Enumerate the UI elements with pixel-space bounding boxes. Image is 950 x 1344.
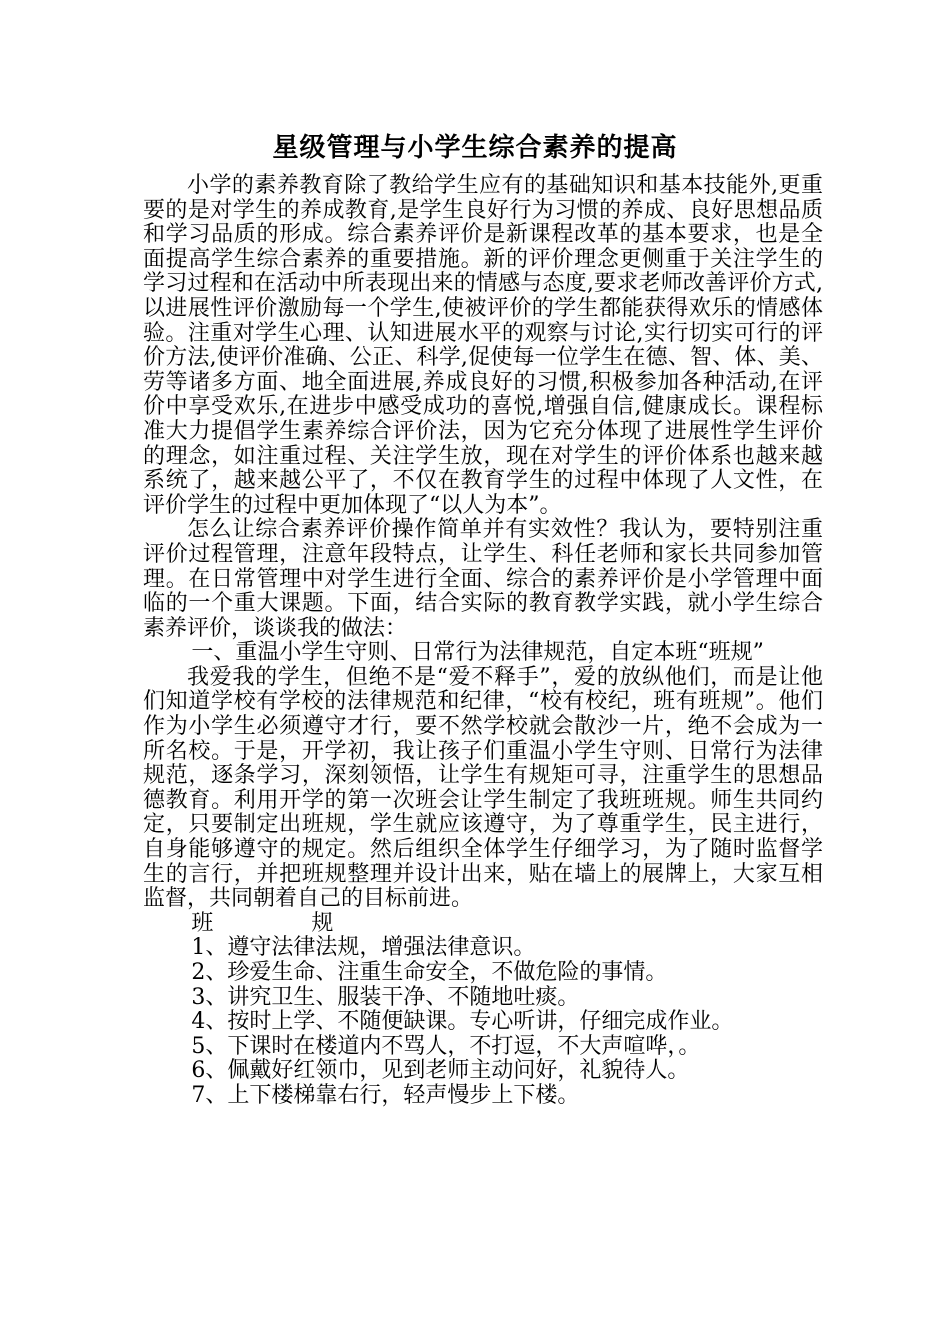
rule-item: 6、佩戴好红领巾，见到老师主动问好，礼貌待人。	[191, 1058, 690, 1084]
rule-item: 7、上下楼梯靠右行，轻声慢步上下楼。	[191, 1082, 580, 1108]
document-title: 星级管理与小学生综合素养的提高	[272, 133, 678, 163]
rule-item: 2、珍爱生命、注重生命安全，不做危险的事情。	[191, 960, 668, 985]
rules-title-right: 规	[311, 910, 334, 936]
rule-item: 5、下课时在楼道内不骂人，不打逗，不大声喧哗，。	[191, 1033, 701, 1059]
rules-title	[143, 912, 823, 937]
paragraph-question: 怎么让综合素养评价操作简单并有实效性？我认为，要特别注重评价过程管理，注意年段特点，让学生、科任老师和家长共同参加管理。在日常管理中对学生进行全面、综合的素养评价是小学管理中面临的一个重大课题。下面，结合实际的教育教学实践，就小学生综合素养评价，谈谈我的做法：	[143, 517, 823, 641]
rules-title-left: 班	[191, 910, 214, 936]
document-body	[143, 174, 823, 1109]
rule-item: 3、讲究卫生、服装干净、不随地吐痰。	[191, 984, 580, 1010]
section-heading-one: 一、重温小学生守则、日常行为法律规范，自定本班“班规”	[191, 640, 764, 666]
paragraph-class-rules: 我爱我的学生，但绝不是“爱不释手”，爱的放纵他们，而是让他们知道学校有学校的法律规范和纪律，“校有校纪，班有班规”。他们作为小学生必须遵守才行，要不然学校就会散沙一片，绝不会成为一所名校。于是，开学初，我让孩子们重温小学生守则、日常行为法律规范，逐条学习，深刻领悟，让学生有规矩可寻，注重学生的思想品德教育。利用开学的第一次班会让学生制定了我班班规。师生共同约定，只要制定出班规，学生就应该遵守，为了尊重学生，民主进行，自身能够遵守的规定。然后组织全体学生仔细学习，为了随时监督学生的言行，并把班规整理并设计出来，贴在墙上的展牌上，大家互相监督，共同朝着自己的目标前进。	[143, 664, 823, 912]
rule-item: 1、遵守法律法规，增强法律意识。	[191, 935, 536, 961]
paragraph-intro: 小学的素养教育除了教给学生应有的基础知识和基本技能外,更重要的是对学生的养成教育,是学生良好行为习惯的养成、良好思想品质和学习品质的形成。综合素养评价是新课程改革的基本要求，也是全面提高学生综合素养的重要措施。新的评价理念更侧重于关注学生的学习过程和在活动中所表现出来的情感与态度,要求老师改善评价方式,以进展性评价激励每一个学生,使被评价的学生都能获得欢乐的情感体验。注重对学生心理、认知进展水平的观察与讨论,实行切实可行的评价方法,使评价准确、公正、科学,促使每一位学生在德、智、体、美、劳等诸多方面、地全面进展,养成良好的习惯,积极参加各种活动,在评价中享受欢乐,在进步中感受成功的喜悦,增强自信,健康成长。课程标准大力提倡学生素养综合评价法，因为它充分体现了进展性学生评价的理念，如注重过程、关注学生放，现在对学生的评价体系也越来越系统了，越来越公平了，不仅在教育学生的过程中体现了人文性，在评价学生的过程中更加体现了“以人为本”。	[143, 173, 823, 518]
rule-item: 4、按时上学、不随便缺课。专心听讲，仔细完成作业。	[191, 1009, 734, 1035]
